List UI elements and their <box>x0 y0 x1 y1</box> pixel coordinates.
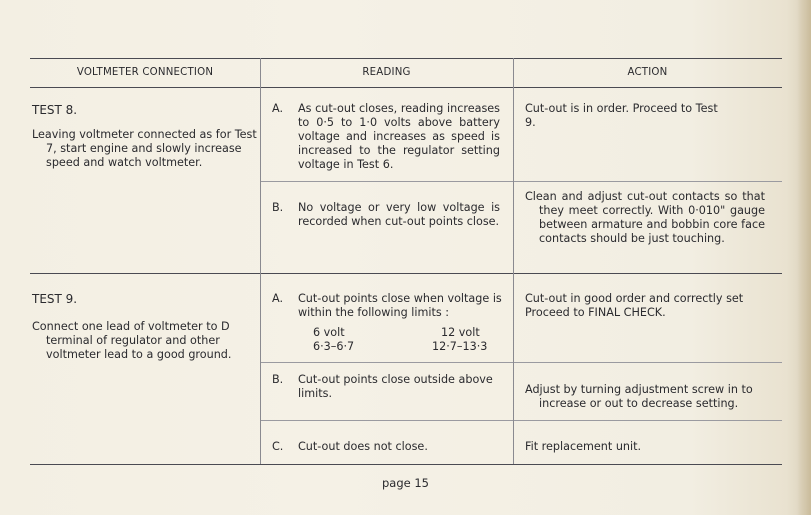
limit-12v-label: 12 volt <box>441 326 480 339</box>
test8-b-letter: B. <box>272 201 284 214</box>
test9-c-reading: Cut-out does not close. <box>298 440 428 453</box>
test8-b-reading: No voltage or very low voltage is recorded when cut-out points close. <box>298 201 500 228</box>
test9-c-letter: C. <box>272 440 284 453</box>
test9-b-reading: Cut-out points close outside above limits. <box>298 373 493 400</box>
table-bottom-rule <box>30 464 782 465</box>
limit-12v-value: 12·7–13·3 <box>432 340 488 353</box>
test9-a-reading: Cut-out points close when voltage is within the following limits : <box>298 292 502 319</box>
header-bottom-rule <box>30 87 782 88</box>
test8-title: TEST 8. <box>32 103 78 117</box>
test9-b-action: Adjust by turning adjustment screw in to increase or out to decrease setting. <box>525 383 753 410</box>
test9-a-letter: A. <box>272 292 284 305</box>
test9-connection-text: Connect one lead of voltmeter to D terminal of regulator and other voltmeter lead to a good ground. <box>32 320 232 361</box>
header-reading: READING <box>362 67 411 78</box>
test8-bottom-rule <box>30 273 782 274</box>
test8-a-action: Cut-out is in order. Proceed to Test 9. <box>525 102 718 129</box>
col-divider-2 <box>513 58 514 464</box>
test8-connection-text: Leaving voltmeter connected as for Test 7, start engine and slowly increase speed and watch voltmeter. <box>32 128 257 169</box>
test9-a-divider <box>260 362 782 363</box>
test9-b-letter: B. <box>272 373 284 386</box>
test9-c-action: Fit replacement unit. <box>525 440 642 453</box>
test8-a-divider <box>260 181 782 182</box>
test8-a-reading: As cut-out closes, reading increases to 0·5 to 1·0 volts above battery voltage and increases as speed is increased to the regulator setting voltage in Test 6. <box>298 102 500 171</box>
limit-6v-value: 6·3–6·7 <box>313 340 355 353</box>
limit-6v-label: 6 volt <box>313 326 345 339</box>
table-top-rule <box>30 58 782 59</box>
test9-a-action: Cut-out in good order and correctly set Proceed to FINAL CHECK. <box>525 292 744 319</box>
header-voltmeter-connection: VOLTMETER CONNECTION <box>76 67 214 78</box>
header-action: ACTION <box>627 67 668 78</box>
test8-b-action: Clean and adjust cut-out contacts so that they meet correctly. With 0·010" gauge between armature and bobbin core face contacts should be just touching. <box>525 190 765 245</box>
page-number: page 15 <box>381 476 429 490</box>
test9-title: TEST 9. <box>32 292 78 306</box>
test8-a-letter: A. <box>272 102 284 115</box>
page-edge-shadow <box>797 0 811 515</box>
col-divider-1 <box>260 58 261 464</box>
test9-b-divider <box>260 420 782 421</box>
